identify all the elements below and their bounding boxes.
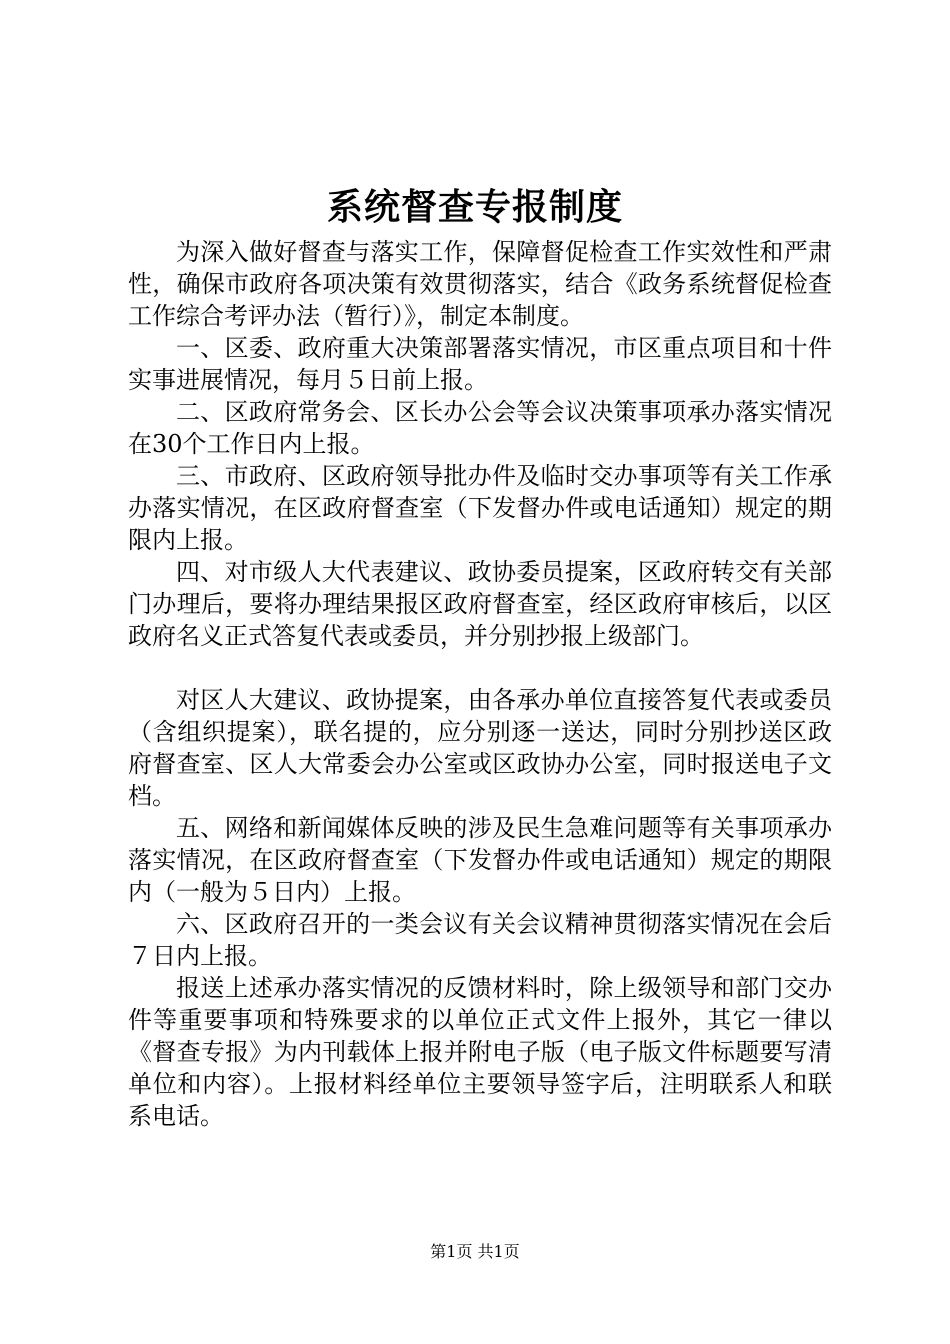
paragraph-item-6: 六、区政府召开的一类会议有关会议精神贯彻落实情况在会后７日内上报。 [128,910,832,970]
paragraph-gap [128,652,832,684]
document-body [128,236,832,1132]
paragraph-intro: 为深入做好督查与落实工作，保障督促检查工作实效性和严肃性，确保市政府各项决策有效贯彻落实，结合《政务系统督促检查工作综合考评办法（暂行）》，制定本制度。 [128,238,832,330]
paragraph-item-2: 二、区政府常务会、区长办公会等会议决策事项承办落实情况在30个工作日内上报。 [128,398,832,458]
paragraph-item-4: 四、对市级人大代表建议、政协委员提案，区政府转交有关部门办理后，要将办理结果报区政府督查室，经区政府审核后，以区政府名义正式答复代表或委员，并分别抄报上级部门。 [128,558,832,650]
page-number-footer: 第1页 共1页 [430,1242,520,1261]
document-title: 系统督查专报制度 [326,186,623,228]
paragraph-item-4-district: 对区人大建议、政协提案，由各承办单位直接答复代表或委员（含组织提案），联名提的，应分别逐一送达，同时分别抄送区政府督查室、区人大常委会办公室或区政协办公室，同时报送电子文档。 [128,686,832,810]
paragraph-closing: 报送上述承办落实情况的反馈材料时，除上级领导和部门交办件等重要事项和特殊要求的以单位正式文件上报外，其它一律以《督查专报》为内刊载体上报并附电子版（电子版文件标题要写清单位和内容）。上报材料经单位主要领导签字后，注明联系人和联系电话。 [128,974,832,1130]
paragraph-item-3: 三、市政府、区政府领导批办件及临时交办事项等有关工作承办落实情况，在区政府督查室（下发督办件或电话通知）规定的期限内上报。 [128,462,832,554]
paragraph-item-1: 一、区委、政府重大决策部署落实情况，市区重点项目和十件实事进展情况，每月５日前上报。 [128,334,832,394]
paragraph-item-5: 五、网络和新闻媒体反映的涉及民生急难问题等有关事项承办落实情况，在区政府督查室（下发督办件或电话通知）规定的期限内（一般为５日内）上报。 [128,814,832,906]
